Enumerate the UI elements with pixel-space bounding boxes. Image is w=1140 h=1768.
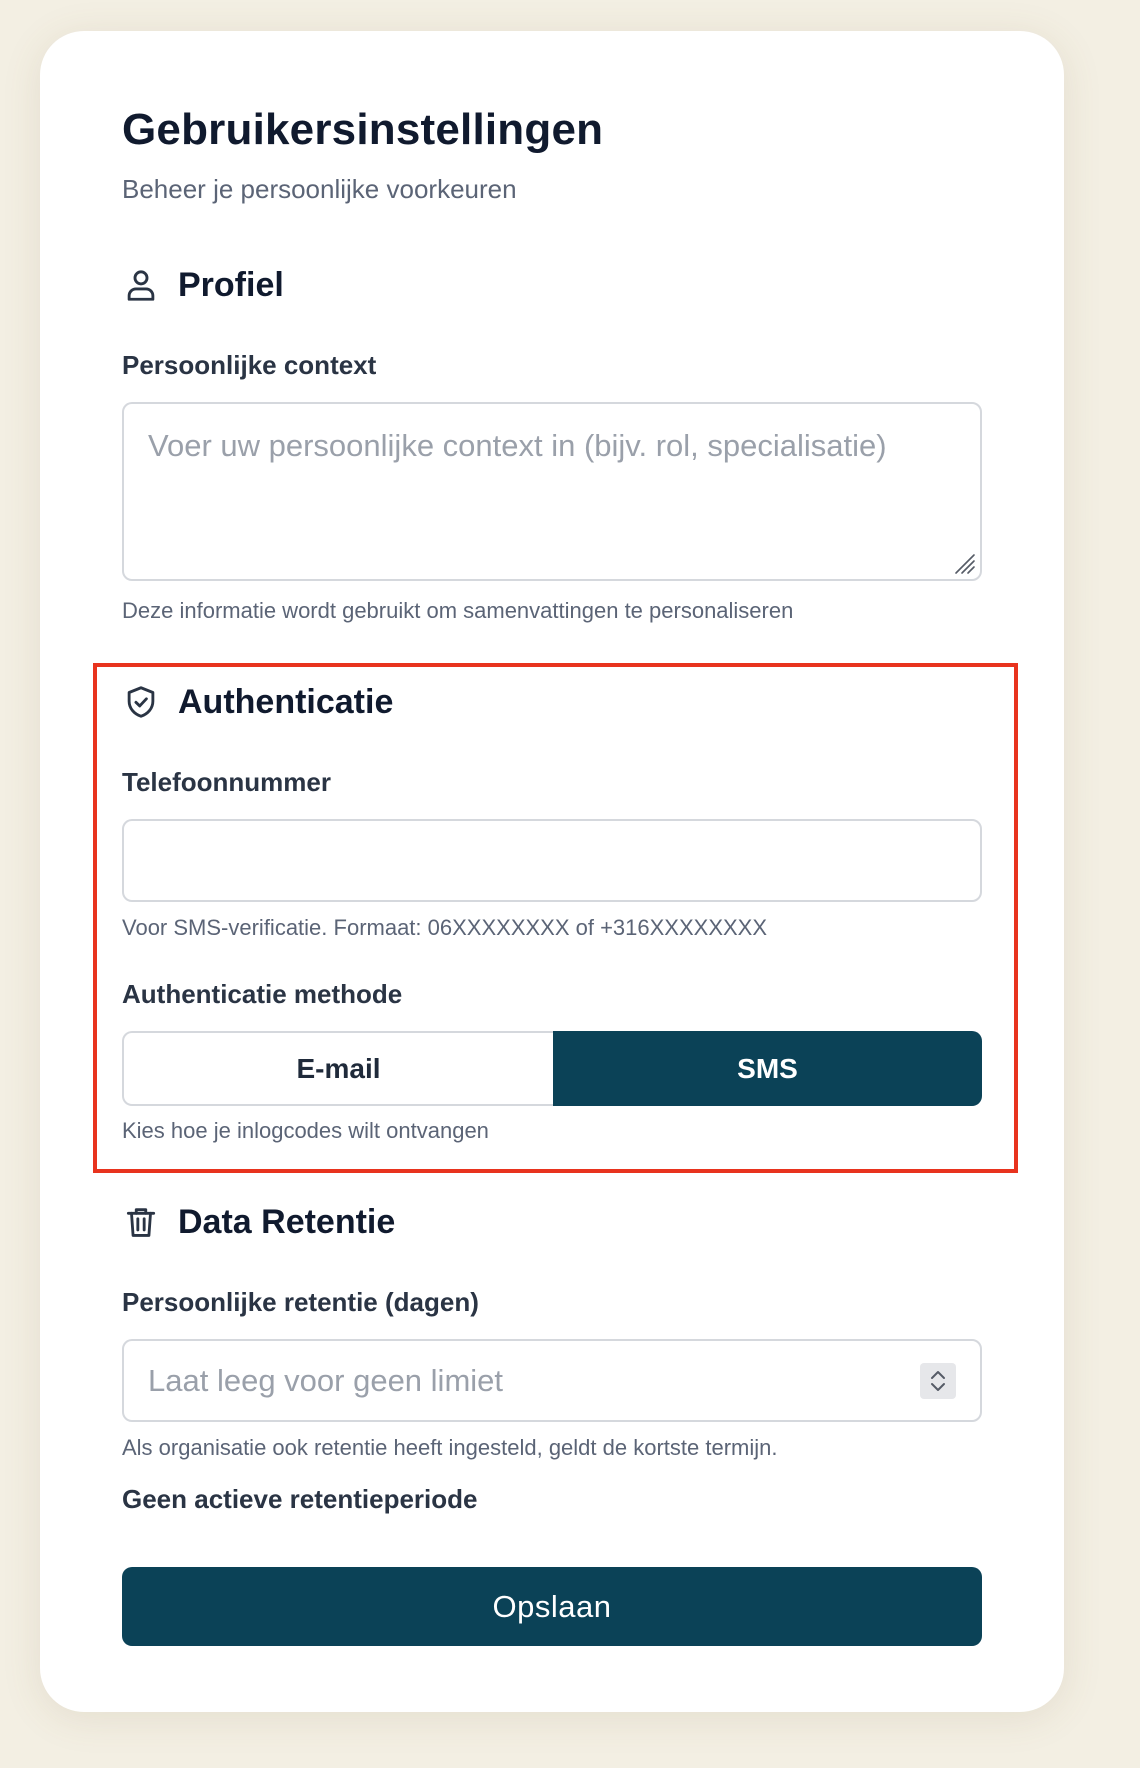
chevron-updown-icon — [920, 1363, 956, 1399]
retention-section-header — [122, 1200, 395, 1244]
phone-label: Telefoonnummer — [122, 767, 331, 797]
method-email-button[interactable]: E-mail — [122, 1031, 553, 1106]
context-placeholder: Voer uw persoonlijke context in (bijv. rol, specialisatie) — [148, 428, 887, 463]
retention-days-label: Persoonlijke retentie (dagen) — [122, 1287, 479, 1317]
trash-icon — [122, 1203, 160, 1241]
authentication-section-title: Authenticatie — [178, 683, 394, 721]
context-label: Persoonlijke context — [122, 350, 377, 380]
user-icon — [122, 266, 160, 304]
auth-method-toggle — [122, 1031, 982, 1106]
method-sms-button[interactable]: SMS — [553, 1031, 982, 1106]
method-hint: Kies hoe je inlogcodes wilt ontvangen — [122, 1118, 489, 1143]
retention-section-title: Data Retentie — [178, 1203, 396, 1241]
page-title: Gebruikersinstellingen — [122, 105, 604, 154]
number-stepper[interactable] — [920, 1363, 956, 1399]
retention-hint: Als organisatie ook retentie heeft ingesteld, geldt de kortste termijn. — [122, 1435, 778, 1460]
phone-hint: Voor SMS-verificatie. Formaat: 06XXXXXXXX of +316XXXXXXXX — [122, 915, 768, 940]
save-button[interactable]: Opslaan — [122, 1567, 982, 1646]
shield-check-icon — [122, 683, 160, 721]
method-label: Authenticatie methode — [122, 979, 403, 1009]
resize-handle-icon[interactable] — [950, 549, 976, 575]
retention-days-input[interactable] — [122, 1339, 982, 1422]
retention-days-placeholder: Laat leeg voor geen limiet — [148, 1363, 504, 1398]
phone-input[interactable] — [122, 819, 982, 902]
context-hint: Deze informatie wordt gebruikt om samenvattingen te personaliseren — [122, 598, 794, 623]
context-textarea[interactable] — [122, 402, 982, 581]
page-subtitle: Beheer je persoonlijke voorkeuren — [122, 174, 517, 204]
authentication-section-header — [122, 680, 393, 724]
retention-status: Geen actieve retentieperiode — [122, 1484, 478, 1514]
profile-section-header — [122, 263, 284, 307]
profile-section-title: Profiel — [178, 266, 284, 304]
